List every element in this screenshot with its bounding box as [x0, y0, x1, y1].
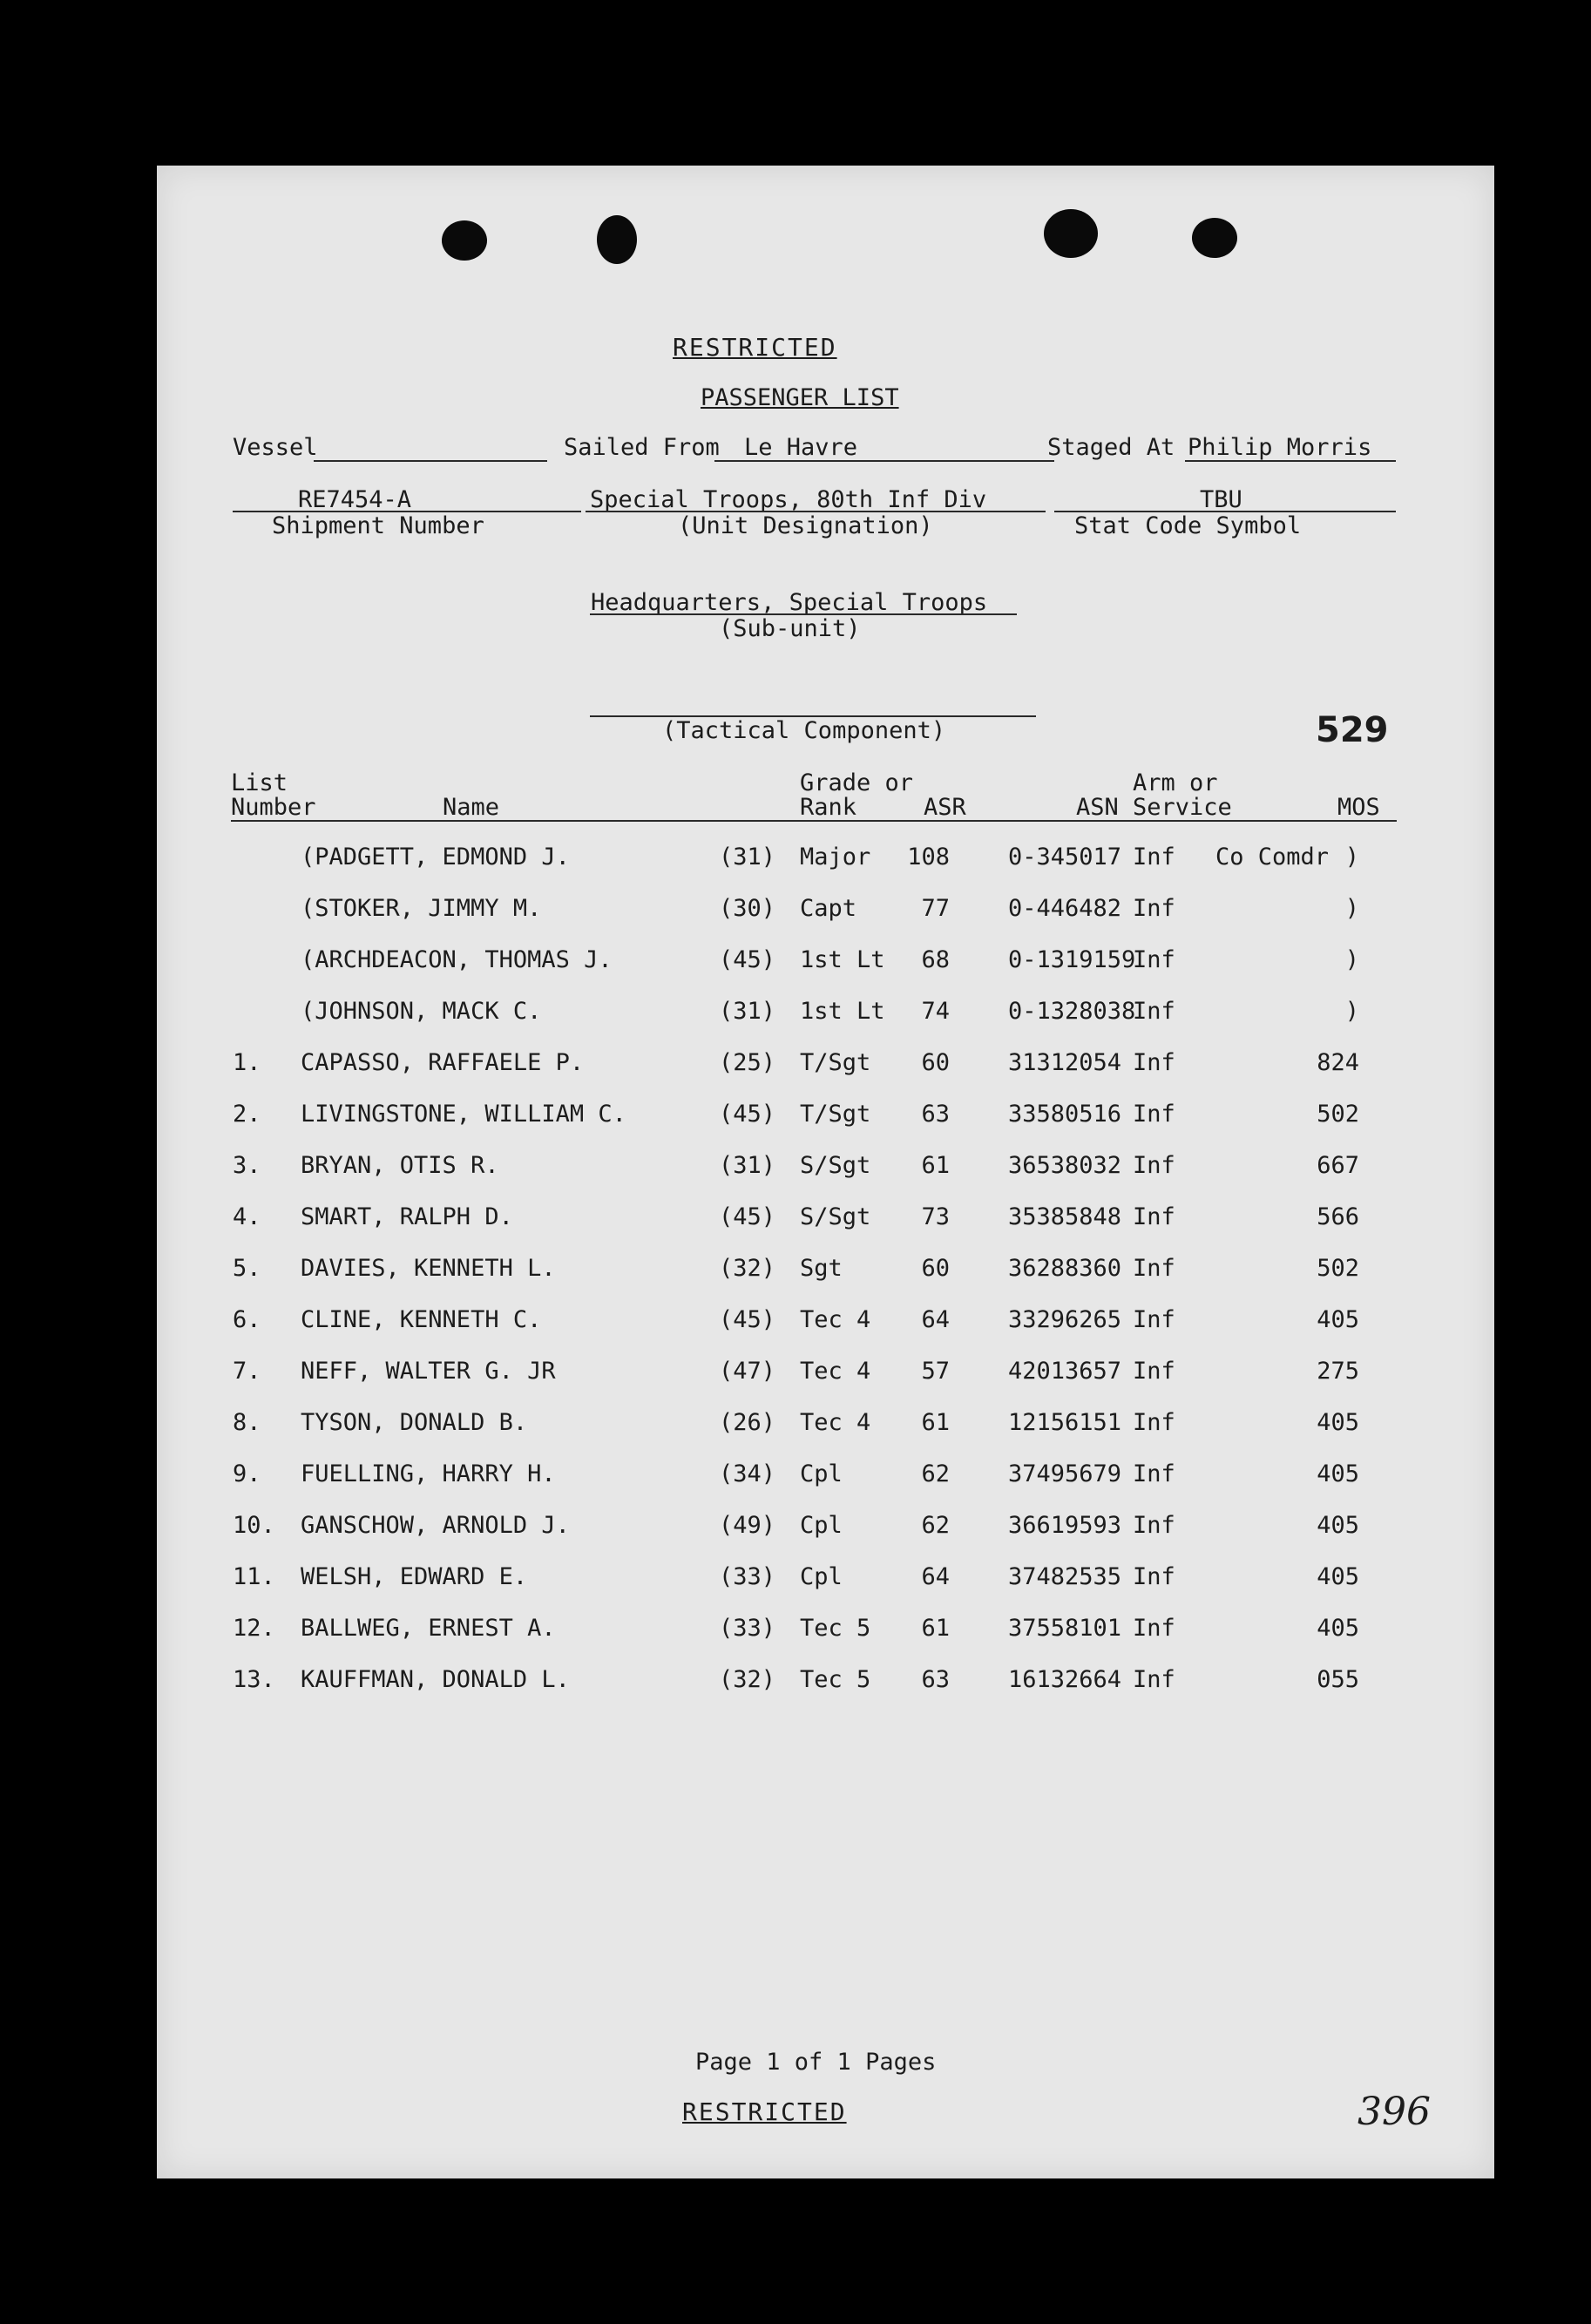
cell-arm: Inf [1133, 1358, 1175, 1385]
cell-num: 12. [233, 1615, 275, 1642]
cell-num: 5. [233, 1255, 261, 1282]
cell-asn: 36619593 [1008, 1512, 1122, 1539]
vessel-value-line [314, 460, 547, 462]
cell-asn: 12156151 [1008, 1409, 1122, 1436]
col-asn: ASN [1076, 794, 1119, 821]
cell-arm: Inf [1133, 1563, 1175, 1590]
cell-asn: 33580516 [1008, 1101, 1122, 1128]
cell-asr: 64 [921, 1563, 950, 1590]
cell-asr: 61 [921, 1409, 950, 1436]
cell-asn: 42013657 [1008, 1358, 1122, 1385]
cell-asr: 61 [921, 1152, 950, 1179]
col-arm-line2: Service [1133, 794, 1232, 821]
cell-grade: Tec 4 [800, 1358, 871, 1385]
cell-mos: 405 [1317, 1512, 1359, 1539]
cell-asr: 108 [907, 844, 950, 871]
cell-grade: Major [800, 844, 871, 871]
cell-name: WELSH, EDWARD E. [301, 1563, 528, 1590]
cell-grade: T/Sgt [800, 1049, 871, 1076]
cell-asr: 63 [921, 1101, 950, 1128]
cell-mos: 405 [1317, 1306, 1359, 1333]
cell-grade: S/Sgt [800, 1203, 871, 1230]
cell-arm: Inf [1133, 1409, 1175, 1436]
cell-age: (45) [719, 1101, 776, 1128]
cell-arm: Inf [1133, 1255, 1175, 1282]
cell-asn: 31312054 [1008, 1049, 1122, 1076]
cell-asr: 62 [921, 1512, 950, 1539]
cell-age: (34) [719, 1460, 776, 1487]
cell-mos: 405 [1317, 1409, 1359, 1436]
cell-grade: Capt [800, 895, 857, 922]
col-grade-line1: Grade or [800, 769, 914, 796]
cell-name: NEFF, WALTER G. JR [301, 1358, 556, 1385]
cell-mos: 055 [1317, 1666, 1359, 1693]
cell-num: 1. [233, 1049, 261, 1076]
cell-asn: 37495679 [1008, 1460, 1122, 1487]
cell-num: 4. [233, 1203, 261, 1230]
page-indicator: Page 1 of 1 Pages [695, 2049, 937, 2076]
cell-grade: Tec 5 [800, 1666, 871, 1693]
cell-name: (ARCHDEACON, THOMAS J. [301, 946, 613, 973]
punch-hole [597, 215, 637, 264]
cell-age: (49) [719, 1512, 776, 1539]
table-row [157, 1152, 1494, 1187]
cell-mos: 667 [1317, 1152, 1359, 1179]
col-list-line1: List [231, 769, 288, 796]
tactical-component-label: (Tactical Component) [662, 717, 946, 744]
punch-hole [1192, 218, 1237, 258]
cell-name: SMART, RALPH D. [301, 1203, 513, 1230]
stamp-number: 529 [1316, 710, 1389, 750]
unit-designation-value: Special Troops, 80th Inf Div [590, 486, 987, 513]
cell-num: 7. [233, 1358, 261, 1385]
cell-age: (45) [719, 1203, 776, 1230]
cell-age: (32) [719, 1255, 776, 1282]
cell-num: 6. [233, 1306, 261, 1333]
cell-mos: 502 [1317, 1101, 1359, 1128]
stat-code-value: TBU [1200, 486, 1242, 513]
cell-mos: ) [1344, 895, 1359, 922]
col-arm-line1: Arm or [1133, 769, 1218, 796]
cell-name: FUELLING, HARRY H. [301, 1460, 556, 1487]
cell-arm: Inf [1133, 1666, 1175, 1693]
cell-mos: 405 [1317, 1615, 1359, 1642]
cell-age: (31) [719, 1152, 776, 1179]
col-name: Name [443, 794, 500, 821]
cell-asn: 0-345017 [1008, 844, 1122, 871]
cell-num: 2. [233, 1101, 261, 1128]
cell-name: TYSON, DONALD B. [301, 1409, 528, 1436]
table-row [157, 998, 1494, 1033]
cell-asr: 60 [921, 1049, 950, 1076]
cell-asn: 36288360 [1008, 1255, 1122, 1282]
cell-num: 3. [233, 1152, 261, 1179]
table-row [157, 1358, 1494, 1392]
cell-age: (47) [719, 1358, 776, 1385]
staged-at-label: Staged At [1047, 434, 1175, 461]
cell-mos: ) [1344, 946, 1359, 973]
cell-num: 9. [233, 1460, 261, 1487]
cell-arm: Inf [1133, 1512, 1175, 1539]
table-row [157, 1563, 1494, 1598]
cell-grade: T/Sgt [800, 1101, 871, 1128]
table-row [157, 1203, 1494, 1238]
sailed-from-value: Le Havre [744, 434, 858, 461]
cell-age: (45) [719, 1306, 776, 1333]
cell-mos: 824 [1317, 1049, 1359, 1076]
cell-mos: ) [1344, 998, 1359, 1025]
cell-age: (33) [719, 1563, 776, 1590]
cell-arm: Inf [1133, 1152, 1175, 1179]
cell-grade: Cpl [800, 1460, 843, 1487]
cell-name: (JOHNSON, MACK C. [301, 998, 542, 1025]
cell-note: Co Comdr [1215, 844, 1330, 871]
cell-asn: 35385848 [1008, 1203, 1122, 1230]
cell-name: GANSCHOW, ARNOLD J. [301, 1512, 570, 1539]
cell-age: (25) [719, 1049, 776, 1076]
cell-asn: 0-1319159 [1008, 946, 1136, 973]
cell-name: KAUFFMAN, DONALD L. [301, 1666, 570, 1693]
cell-asn: 16132664 [1008, 1666, 1122, 1693]
table-row [157, 844, 1494, 878]
punch-hole [442, 220, 487, 261]
cell-arm: Inf [1133, 1306, 1175, 1333]
cell-mos: 405 [1317, 1460, 1359, 1487]
classification-footer: RESTRICTED [682, 2097, 847, 2126]
cell-asr: 77 [921, 895, 950, 922]
cell-asr: 60 [921, 1255, 950, 1282]
cell-asr: 61 [921, 1615, 950, 1642]
cell-name: BRYAN, OTIS R. [301, 1152, 499, 1179]
staged-at-value: Philip Morris [1188, 434, 1372, 461]
cell-num: 10. [233, 1512, 275, 1539]
cell-arm: Inf [1133, 1615, 1175, 1642]
table-row [157, 1615, 1494, 1650]
cell-name: (STOKER, JIMMY M. [301, 895, 542, 922]
unit-designation-label: (Unit Designation) [678, 512, 933, 539]
cell-asr: 62 [921, 1460, 950, 1487]
table-row [157, 1512, 1494, 1547]
cell-asn: 0-1328038 [1008, 998, 1136, 1025]
stat-code-label: Stat Code Symbol [1074, 512, 1302, 539]
cell-name: BALLWEG, ERNEST A. [301, 1615, 556, 1642]
cell-mos: ) [1344, 844, 1359, 871]
cell-grade: Tec 5 [800, 1615, 871, 1642]
cell-arm: Inf [1133, 1460, 1175, 1487]
cell-arm: Inf [1133, 1203, 1175, 1230]
cell-arm: Inf [1133, 1049, 1175, 1076]
cell-name: DAVIES, KENNETH L. [301, 1255, 556, 1282]
sailed-from-label: Sailed From [564, 434, 720, 461]
cell-arm: Inf [1133, 895, 1175, 922]
cell-age: (31) [719, 998, 776, 1025]
cell-asr: 64 [921, 1306, 950, 1333]
cell-asr: 74 [921, 998, 950, 1025]
cell-age: (30) [719, 895, 776, 922]
table-row [157, 1255, 1494, 1290]
cell-name: LIVINGSTONE, WILLIAM C. [301, 1101, 626, 1128]
classification-header: RESTRICTED [673, 333, 837, 362]
cell-grade: Cpl [800, 1512, 843, 1539]
cell-arm: Inf [1133, 998, 1175, 1025]
vessel-label: Vessel [233, 434, 318, 461]
col-grade-line2: Rank [800, 794, 857, 821]
passenger-list-sheet [157, 166, 1494, 2178]
cell-name: (PADGETT, EDMOND J. [301, 844, 570, 871]
table-row [157, 946, 1494, 981]
table-row [157, 1049, 1494, 1084]
cell-age: (31) [719, 844, 776, 871]
cell-grade: 1st Lt [800, 998, 885, 1025]
cell-asn: 0-446482 [1008, 895, 1122, 922]
cell-asr: 57 [921, 1358, 950, 1385]
table-row [157, 1306, 1494, 1341]
cell-num: 13. [233, 1666, 275, 1693]
cell-arm: Inf [1133, 844, 1175, 871]
cell-grade: S/Sgt [800, 1152, 871, 1179]
cell-asn: 36538032 [1008, 1152, 1122, 1179]
column-header-rule [231, 820, 1397, 822]
cell-age: (33) [719, 1615, 776, 1642]
table-row [157, 1666, 1494, 1701]
cell-mos: 566 [1317, 1203, 1359, 1230]
cell-name: CLINE, KENNETH C. [301, 1306, 542, 1333]
col-asr: ASR [924, 794, 966, 821]
cell-grade: Tec 4 [800, 1306, 871, 1333]
cell-grade: Tec 4 [800, 1409, 871, 1436]
cell-asr: 63 [921, 1666, 950, 1693]
page-title: PASSENGER LIST [701, 384, 899, 411]
sub-unit-label: (Sub-unit) [719, 615, 861, 642]
col-mos: MOS [1337, 794, 1380, 821]
shipment-number-value: RE7454-A [298, 486, 412, 513]
cell-age: (32) [719, 1666, 776, 1693]
cell-num: 11. [233, 1563, 275, 1590]
cell-mos: 275 [1317, 1358, 1359, 1385]
cell-age: (26) [719, 1409, 776, 1436]
shipment-number-label: Shipment Number [272, 512, 484, 539]
cell-mos: 405 [1317, 1563, 1359, 1590]
table-row [157, 1409, 1494, 1444]
cell-grade: Sgt [800, 1255, 843, 1282]
cell-asr: 68 [921, 946, 950, 973]
cell-mos: 502 [1317, 1255, 1359, 1282]
cell-arm: Inf [1133, 1101, 1175, 1128]
punch-hole [1044, 209, 1098, 258]
cell-asn: 33296265 [1008, 1306, 1122, 1333]
table-row [157, 895, 1494, 930]
sub-unit-value: Headquarters, Special Troops [591, 589, 988, 616]
cell-age: (45) [719, 946, 776, 973]
cell-asn: 37482535 [1008, 1563, 1122, 1590]
handwritten-number: 396 [1357, 2090, 1431, 2134]
cell-asr: 73 [921, 1203, 950, 1230]
cell-name: CAPASSO, RAFFAELE P. [301, 1049, 585, 1076]
table-row [157, 1460, 1494, 1495]
cell-num: 8. [233, 1409, 261, 1436]
cell-grade: 1st Lt [800, 946, 885, 973]
cell-arm: Inf [1133, 946, 1175, 973]
cell-grade: Cpl [800, 1563, 843, 1590]
col-list-line2: Number [231, 794, 316, 821]
cell-asn: 37558101 [1008, 1615, 1122, 1642]
table-row [157, 1101, 1494, 1135]
